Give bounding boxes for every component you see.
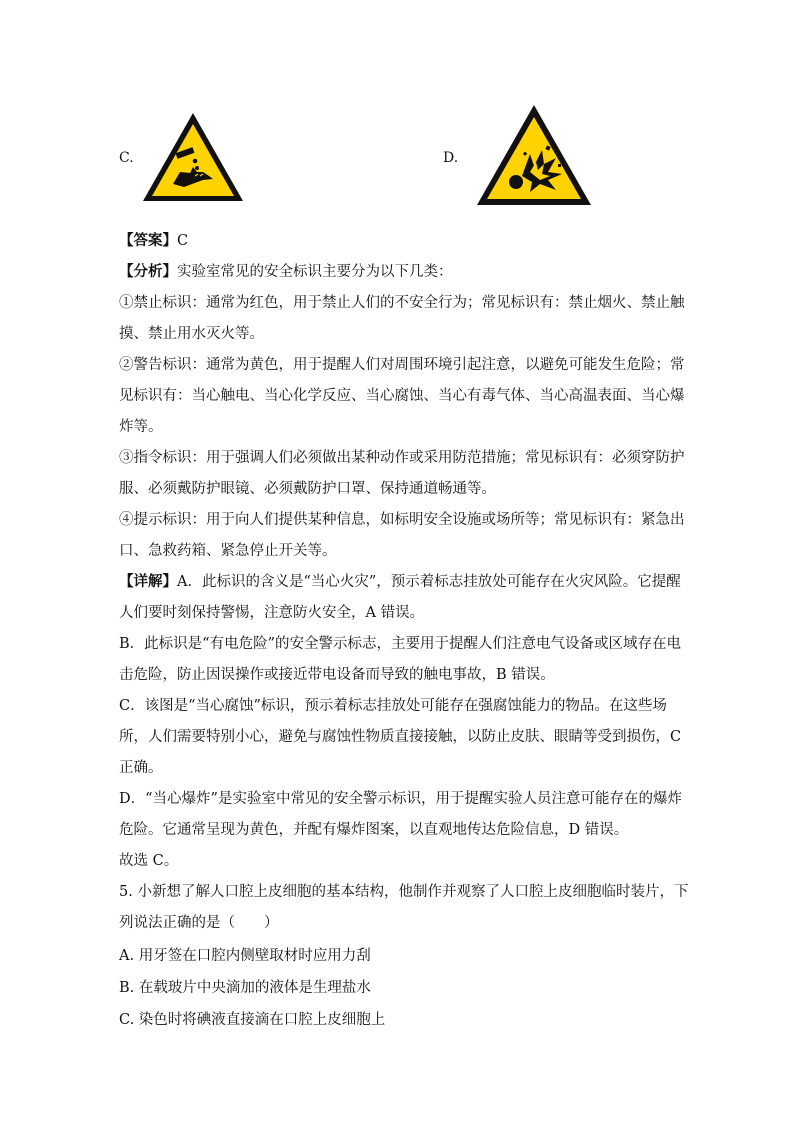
detail-line: C．该图是“当心腐蚀”标识，预示着标志挂放处可能存在强腐蚀能力的物品。在这些场 (119, 698, 667, 714)
detail-line: D．“当心爆炸”是实验室中常见的安全警示标识，用于提醒实验人员注意可能存在的爆炸 (119, 791, 682, 807)
detail-line: 危险。它通常呈现为黄色，并配有爆炸图案，以直观地传达危险信息，D 错误。 (119, 822, 629, 838)
detail-line: 击危险，防止因误操作或接近带电设备而导致的触电事故，B 错误。 (119, 667, 555, 683)
question-option-a: A. 用牙签在口腔内侧壁取材时应用力刮 (119, 948, 371, 964)
detail-line: 所，人们需要特别小心，避免与腐蚀性物质直接接触，以防止皮肤、眼睛等受到损伤，C (119, 729, 682, 745)
analysis-line: 摸、禁止用水灭火等。 (119, 326, 264, 342)
detail-line: 正确。 (119, 760, 163, 776)
answer-value: C (177, 233, 189, 249)
analysis-line: ③指令标识：用于强调人们必须做出某种动作或采用防范措施；常见标识有：必须穿防护 (119, 450, 685, 466)
analysis-line: 服、必须戴防护眼镜、必须戴防护口罩、保持通道畅通等。 (119, 481, 496, 497)
question-stem: 列说法正确的是（ ） (119, 915, 279, 931)
detail-line-0 (119, 570, 681, 591)
question-option-c: C. 染色时将碘液直接滴在口腔上皮细胞上 (119, 1012, 386, 1028)
analysis-tag: 【分析】 (119, 263, 177, 280)
analysis-line: 炸等。 (119, 419, 163, 435)
analysis-line: ①禁止标识：通常为红色，用于禁止人们的不安全行为；常见标识有：禁止烟火、禁止触 (119, 295, 685, 311)
option-d-label: D. (443, 150, 459, 166)
detail-line: 人们要时刻保持警惕，注意防火安全，A 错误。 (119, 605, 425, 621)
question-stem: 5. 小新想了解人口腔上皮细胞的基本结构，他制作并观察了人口腔上皮细胞临时装片，下 (119, 884, 689, 900)
analysis-line-0 (119, 260, 453, 281)
analysis-line: ②警告标识：通常为黄色，用于提醒人们对周围环境引起注意，以避免可能发生危险；常 (119, 357, 685, 373)
answer-line (119, 229, 188, 250)
option-c-label: C. (119, 150, 134, 166)
conclusion-line: 故选 C。 (119, 853, 179, 869)
analysis-line: 口、急救药箱、紧急停止开关等。 (119, 543, 337, 559)
analysis-line: 见标识有：当心触电、当心化学反应、当心腐蚀、当心有毒气体、当心高温表面、当心爆 (119, 388, 685, 404)
answer-tag: 【答案】 (119, 232, 177, 249)
detail-text: A．此标识的含义是“当心火灾”，预示着标志挂放处可能存在火灾风险。它提醒 (177, 574, 681, 590)
explosive-warning-icon (474, 102, 594, 212)
detail-tag: 【详解】 (119, 573, 177, 590)
detail-line: B．此标识是“有电危险”的安全警示标志，主要用于提醒人们注意电气设备或区域存在电 (119, 636, 681, 652)
analysis-text: 实验室常见的安全标识主要分为以下几类： (177, 264, 453, 280)
corrosive-warning-icon (140, 110, 246, 208)
analysis-line: ④提示标识：用于向人们提供某种信息，如标明安全设施或场所等；常见标识有：紧急出 (119, 512, 685, 528)
question-option-b: B. 在载玻片中央滴加的液体是生理盐水 (119, 980, 371, 996)
